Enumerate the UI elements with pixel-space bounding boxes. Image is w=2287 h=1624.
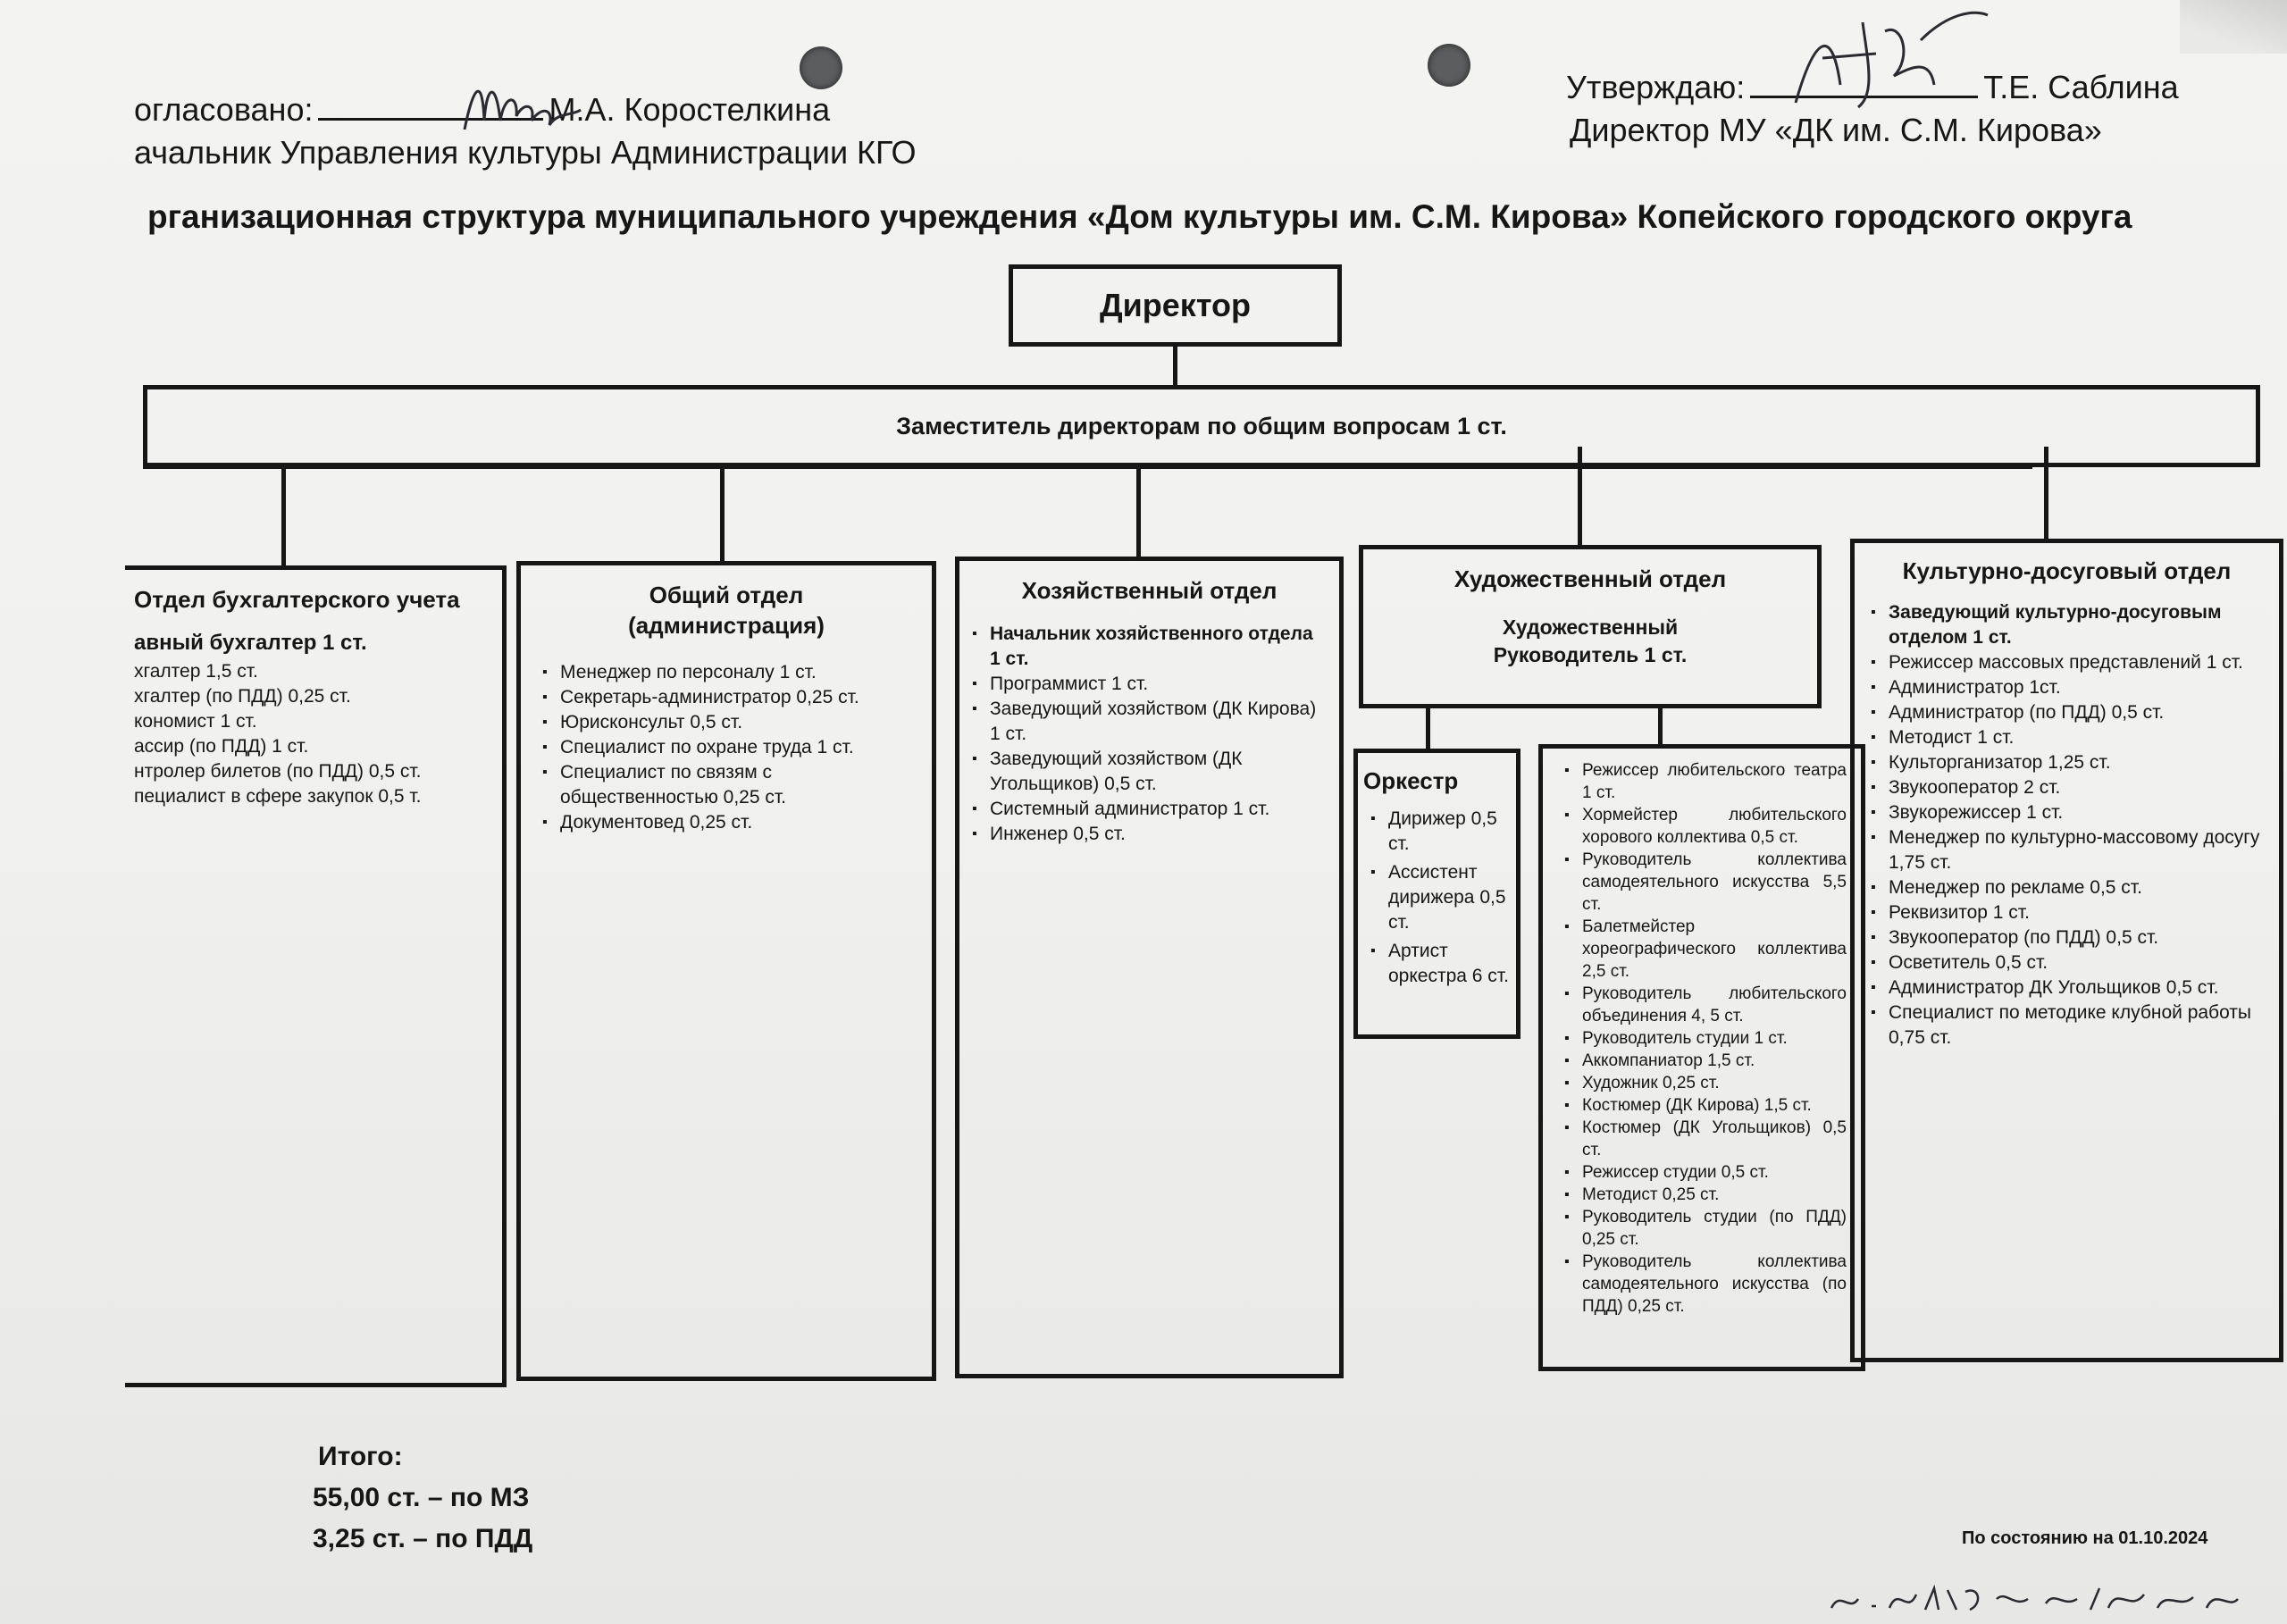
page-fold: [2180, 0, 2287, 54]
list-item: пециалист в сфере закупок 0,5 т.: [134, 786, 422, 807]
signature-left-icon: [456, 67, 590, 147]
totals-label: Итого:: [318, 1442, 403, 1471]
list-item: ▪ Менеджер по рекламе 0,5 ст.: [1889, 875, 2266, 900]
punch-hole-icon: [1428, 44, 1470, 87]
list-item: ▪ Методист 0,25 ст.: [1582, 1184, 1847, 1206]
list-item: ▪ Администратор (по ПДД) 0,5 ст.: [1889, 700, 2266, 725]
director-box: [1009, 264, 1342, 347]
list-item: ▪ Специалист по охране труда 1 ст.: [560, 735, 919, 760]
totals-mz: 55,00 ст. – по МЗ: [313, 1483, 530, 1512]
list-item: ▪ Менеджер по персоналу 1 ст.: [560, 660, 919, 685]
dept-art-title: Художественный отдел: [1453, 565, 1727, 592]
list-item: ▪ Руководитель студии 1 ст.: [1582, 1027, 1847, 1050]
approve-name: Т.Е. Саблина: [1983, 69, 2179, 105]
dept-art-staff-list: [1543, 759, 1861, 1318]
dept-accounting: [125, 565, 507, 1387]
dept-accounting-lead: авный бухгалтер 1 ст.: [134, 631, 367, 655]
dept-accounting-list: [134, 659, 502, 809]
list-item: ▪ Методист 1 ст.: [1889, 725, 2266, 750]
handwritten-note-icon: [1822, 1572, 2242, 1624]
list-item: ▪ Костюмер (ДК Кирова) 1,5 ст.: [1582, 1094, 1847, 1117]
list-item: ▪ Заведующий культурно-досуговым отделом 1 ст.: [1889, 600, 2266, 650]
dept-household: [955, 557, 1344, 1378]
connector-line: [1173, 347, 1177, 389]
list-item: ▪ Руководитель коллектива самодеятельного искусства 5,5 ст.: [1582, 849, 1847, 916]
list-item: ▪ Балетмейстер хореографического коллектива 2,5 ст.: [1582, 916, 1847, 983]
list-item: ▪ Руководитель студии (по ПДД) 0,25 ст.: [1582, 1206, 1847, 1251]
dept-general: [516, 561, 936, 1381]
list-item: ▪ Костюмер (ДК Угольщиков) 0,5 ст.: [1582, 1117, 1847, 1161]
list-item: ▪ Программист 1 ст.: [990, 672, 1327, 697]
list-item: ▪ Артист оркестра 6 ст.: [1388, 939, 1509, 989]
connector-line: [2044, 447, 2048, 539]
agreed-name: М.А. Коростелкина: [549, 91, 831, 128]
list-item: ▪ Администратор 1ст.: [1889, 675, 2266, 700]
dept-accounting-title: Отдел бухгалтерского учета: [134, 586, 460, 613]
punch-hole-icon: [800, 46, 842, 89]
connector-line: [720, 465, 725, 561]
totals-pdd: 3,25 ст. – по ПДД: [313, 1524, 533, 1553]
dept-art-staff: [1538, 744, 1865, 1371]
dept-cultural: [1850, 539, 2283, 1362]
deputy-box: [143, 385, 2260, 467]
list-item: хгалтер 1,5 ст.: [134, 661, 258, 682]
dept-art-lead: Художественный Руководитель 1 ст.: [1493, 615, 1688, 666]
approve-position: Директор МУ «ДК им. С.М. Кирова»: [1570, 112, 2102, 148]
list-item: ▪ Реквизитор 1 ст.: [1889, 900, 2266, 925]
list-item: ▪ Администратор ДК Угольщиков 0,5 ст.: [1889, 975, 2266, 1000]
list-item: нтролер билетов (по ПДД) 0,5 ст.: [134, 761, 422, 782]
list-item: ▪ Заведующий хозяйством (ДК Кирова) 1 ст.: [990, 697, 1327, 747]
dept-orchestra: [1353, 749, 1520, 1039]
list-item: ▪ Режиссер студии 0,5 ст.: [1582, 1161, 1847, 1184]
dept-general-title: Общий отдел (администрация): [628, 582, 825, 639]
list-item: ▪ Руководитель любительского объединения 4, 5 ст.: [1582, 983, 1847, 1027]
list-item: ▪ Звукорежиссер 1 ст.: [1889, 800, 2266, 825]
deputy-label: Заместитель директорам по общим вопросам 1 ст.: [896, 412, 1507, 439]
list-item: ▪ Документовед 0,25 ст.: [560, 810, 919, 835]
dept-household-list: [959, 622, 1339, 847]
approve-label: Утверждаю:: [1566, 69, 1746, 105]
branch-line: [143, 465, 2032, 469]
connector-line: [281, 465, 286, 565]
connector-line: [1426, 708, 1430, 750]
dept-orchestra-list: [1358, 807, 1516, 989]
list-item: ▪ Инженер 0,5 ст.: [990, 822, 1327, 847]
signature-right-icon: [1778, 4, 1992, 121]
list-item: ▪ Менеджер по культурно-массовому досугу 1,75 ст.: [1889, 825, 2266, 875]
list-item: ▪ Системный администратор 1 ст.: [990, 797, 1327, 822]
dept-art: [1359, 545, 1822, 708]
agreed-position: ачальник Управления культуры Администрации КГО: [134, 134, 917, 171]
list-item: ▪ Звукооператор 2 ст.: [1889, 775, 2266, 800]
dept-household-title: Хозяйственный отдел: [1021, 577, 1278, 604]
list-item: ▪ Начальник хозяйственного отдела 1 ст.: [990, 622, 1327, 672]
list-item: ассир (по ПДД) 1 ст.: [134, 736, 309, 757]
list-item: ▪ Режиссер массовых представлений 1 ст.: [1889, 650, 2266, 675]
list-item: кономист 1 ст.: [134, 711, 257, 732]
list-item: ▪ Осветитель 0,5 ст.: [1889, 950, 2266, 975]
connector-line: [1136, 465, 1141, 557]
totals-block: [313, 1436, 532, 1560]
list-item: ▪ Аккомпаниатор 1,5 ст.: [1582, 1050, 1847, 1072]
director-label: Директор: [1100, 287, 1251, 323]
list-item: хгалтер (по ПДД) 0,25 ст.: [134, 686, 351, 707]
dept-orchestra-title: Оркестр: [1363, 767, 1459, 794]
as-of-date: По состоянию на 01.10.2024: [1962, 1528, 2208, 1548]
list-item: ▪ Юрисконсульт 0,5 ст.: [560, 710, 919, 735]
connector-line: [1658, 708, 1663, 746]
list-item: ▪ Культорганизатор 1,25 ст.: [1889, 750, 2266, 775]
list-item: ▪ Дирижер 0,5 ст.: [1388, 807, 1509, 857]
list-item: ▪ Специалист по методике клубной работы 0,75 ст.: [1889, 1000, 2266, 1051]
list-item: ▪ Хормейстер любительского хорового коллектива 0,5 ст.: [1582, 804, 1847, 849]
list-item: ▪ Заведующий хозяйством (ДК Угольщиков) 0,5 ст.: [990, 747, 1327, 797]
page-title: рганизационная структура муниципального учреждения «Дом культуры им. С.М. Кирова» Копейского городского округа: [147, 198, 2132, 235]
list-item: ▪ Звукооператор (по ПДД) 0,5 ст.: [1889, 925, 2266, 950]
list-item: ▪ Специалист по связям с общественностью 0,25 ст.: [560, 760, 919, 810]
list-item: ▪ Режиссер любительского театра 1 ст.: [1582, 759, 1847, 804]
dept-general-list: [530, 660, 932, 835]
list-item: ▪ Художник 0,25 ст.: [1582, 1072, 1847, 1094]
list-item: ▪ Секретарь-администратор 0,25 ст.: [560, 685, 919, 710]
dept-cultural-title: Культурно-досуговый отдел: [1902, 557, 2232, 584]
agreed-label: огласовано:: [134, 91, 314, 128]
connector-line: [1578, 447, 1582, 547]
list-item: ▪ Руководитель коллектива самодеятельного искусства (по ПДД) 0,25 ст.: [1582, 1251, 1847, 1318]
dept-cultural-list: [1855, 600, 2279, 1051]
list-item: ▪ Ассистент дирижера 0,5 ст.: [1388, 860, 1509, 935]
